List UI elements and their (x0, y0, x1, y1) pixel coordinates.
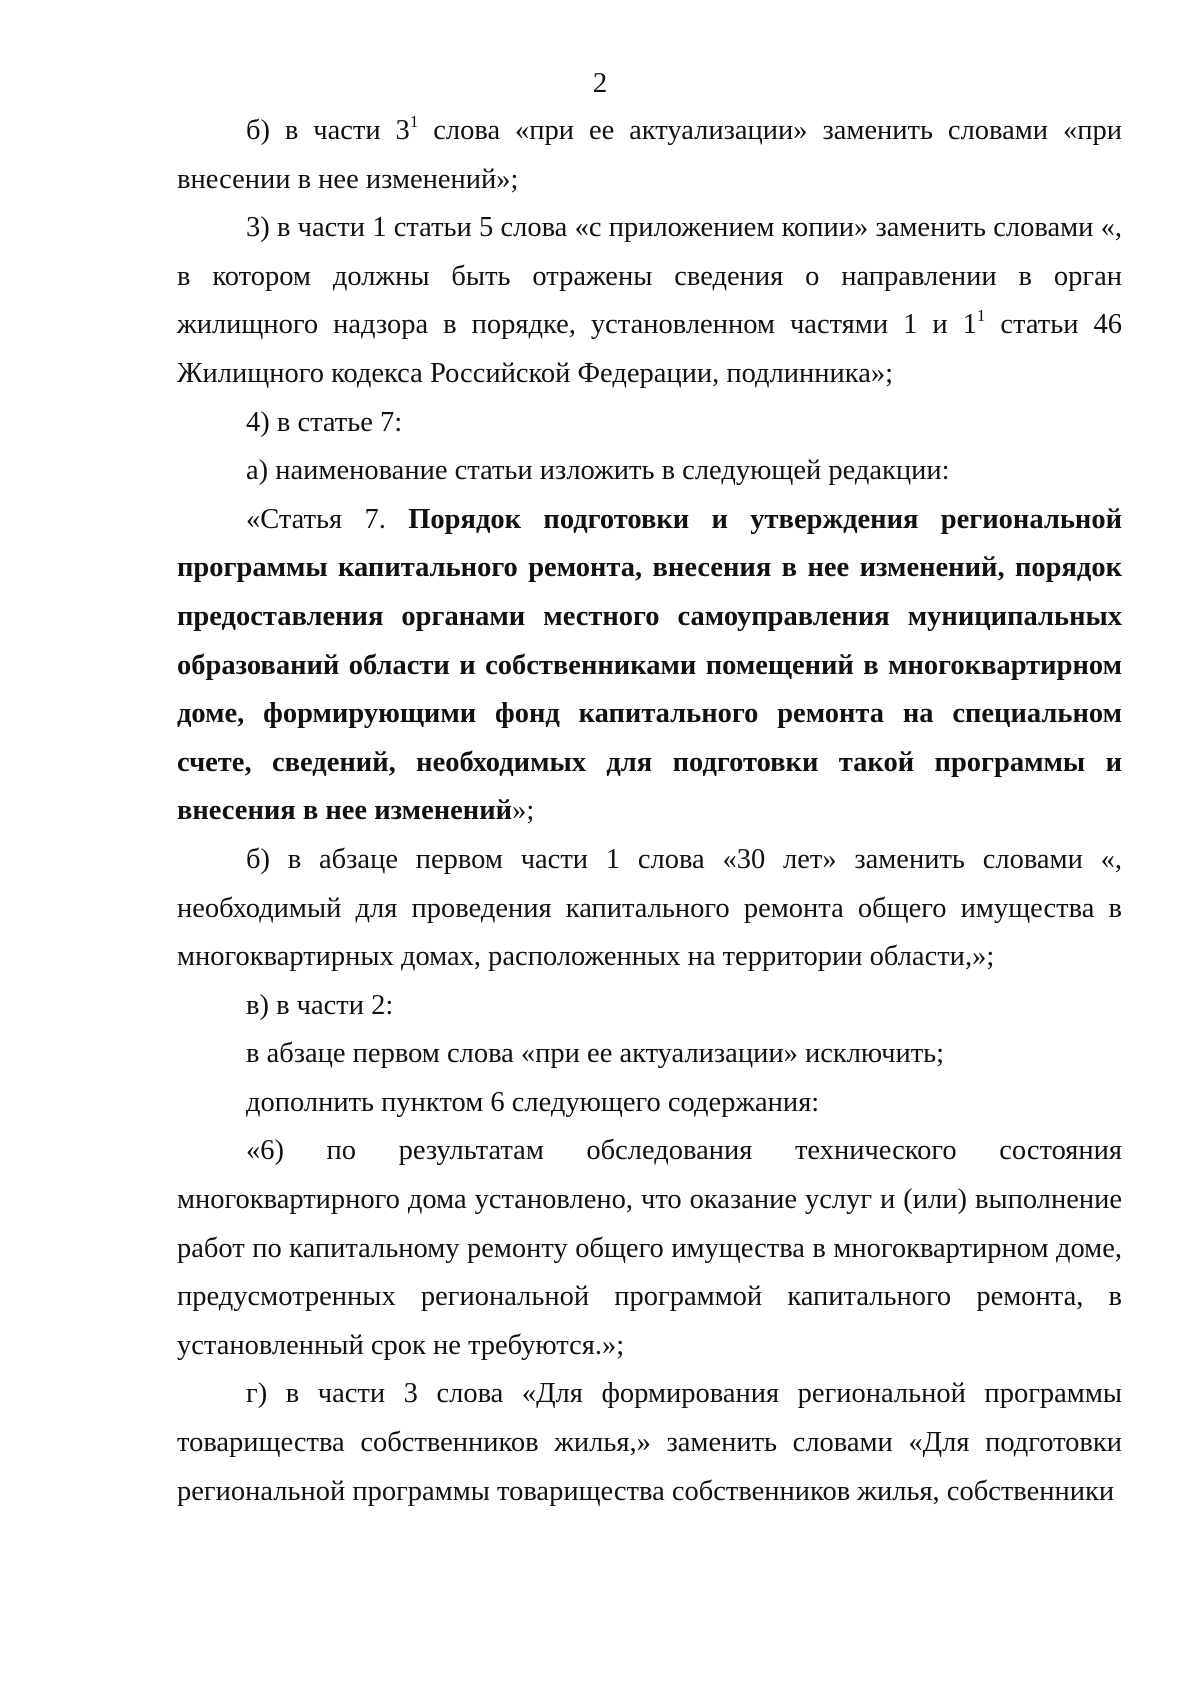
paragraph-add-item-6: дополнить пунктом 6 следующего содержания: (246, 1086, 820, 1118)
paragraph-text: статьи 46 Жилищного кодекса Российской Федерации, подлинника»; (177, 309, 1122, 389)
superscript: 1 (409, 112, 419, 131)
paragraph-first-abzac: в абзаце первом слова «при ее актуализации» исключить; (246, 1038, 945, 1070)
paragraph-v-part-2: в) в части 2: (246, 989, 394, 1021)
paragraph-article-7-title (177, 496, 1122, 836)
paragraph-item-6-text: «6) по результатам обследования технического состояния многоквартирного дома установлено, что оказание услуг и (или) выполнение работ по капитальному ремонту общего имущества в многоквартирном доме, предусмотренных региональной программой капитального ремонта, в установленный срок не требуются.»; (177, 1135, 1122, 1361)
paragraph-item-4: 4) в статье 7: (246, 406, 403, 438)
paragraph-g-part-3: г) в части 3 слова «Для формирования региональной программы товарищества собственников жилья,» заменить словами «Для подготовки региональной программы товарищества собственников жилья, собственники (177, 1378, 1122, 1507)
page-number: 2 (592, 67, 608, 99)
paragraph-text: »; (512, 795, 535, 827)
paragraph-b-part-1: б) в абзаце первом части 1 слова «30 лет» заменить словами «, необходимый для проведения капитального ремонта общего имущества в многоквартирных домах, расположенных на территории области,»; (177, 843, 1122, 973)
paragraph-item-3 (177, 204, 1122, 398)
article-title-bold: Порядок подготовки и утверждения региональной программы капитального ремонта, внесения в нее изменений, порядок предоставления органами местного самоуправления муниципальных образований области и собственниками помещений в многоквартирном доме, формирующими фонд капитального ремонта на специальном счете, сведений, необходимых для подготовки такой программы и внесения в нее изменений (177, 503, 1122, 827)
paragraph-text: 3) в части 1 статьи 5 слова «с приложением копии» заменить словами «, в котором должны быть отражены сведения о направлении в орган жилищного надзора в порядке, установленном частями 1 и 1 (177, 212, 1122, 341)
paragraph-text: слова «при ее актуализации» заменить словами «при внесении в нее изменений»; (177, 115, 1122, 195)
paragraph-text: б) в части 3 (246, 115, 410, 146)
superscript: 1 (976, 306, 986, 326)
document-body (177, 107, 1122, 1516)
paragraph-a-title: а) наименование статьи изложить в следующей редакции: (246, 455, 950, 487)
article-label: «Статья 7. (246, 503, 409, 535)
paragraph-b-part-3-1 (177, 107, 1122, 204)
